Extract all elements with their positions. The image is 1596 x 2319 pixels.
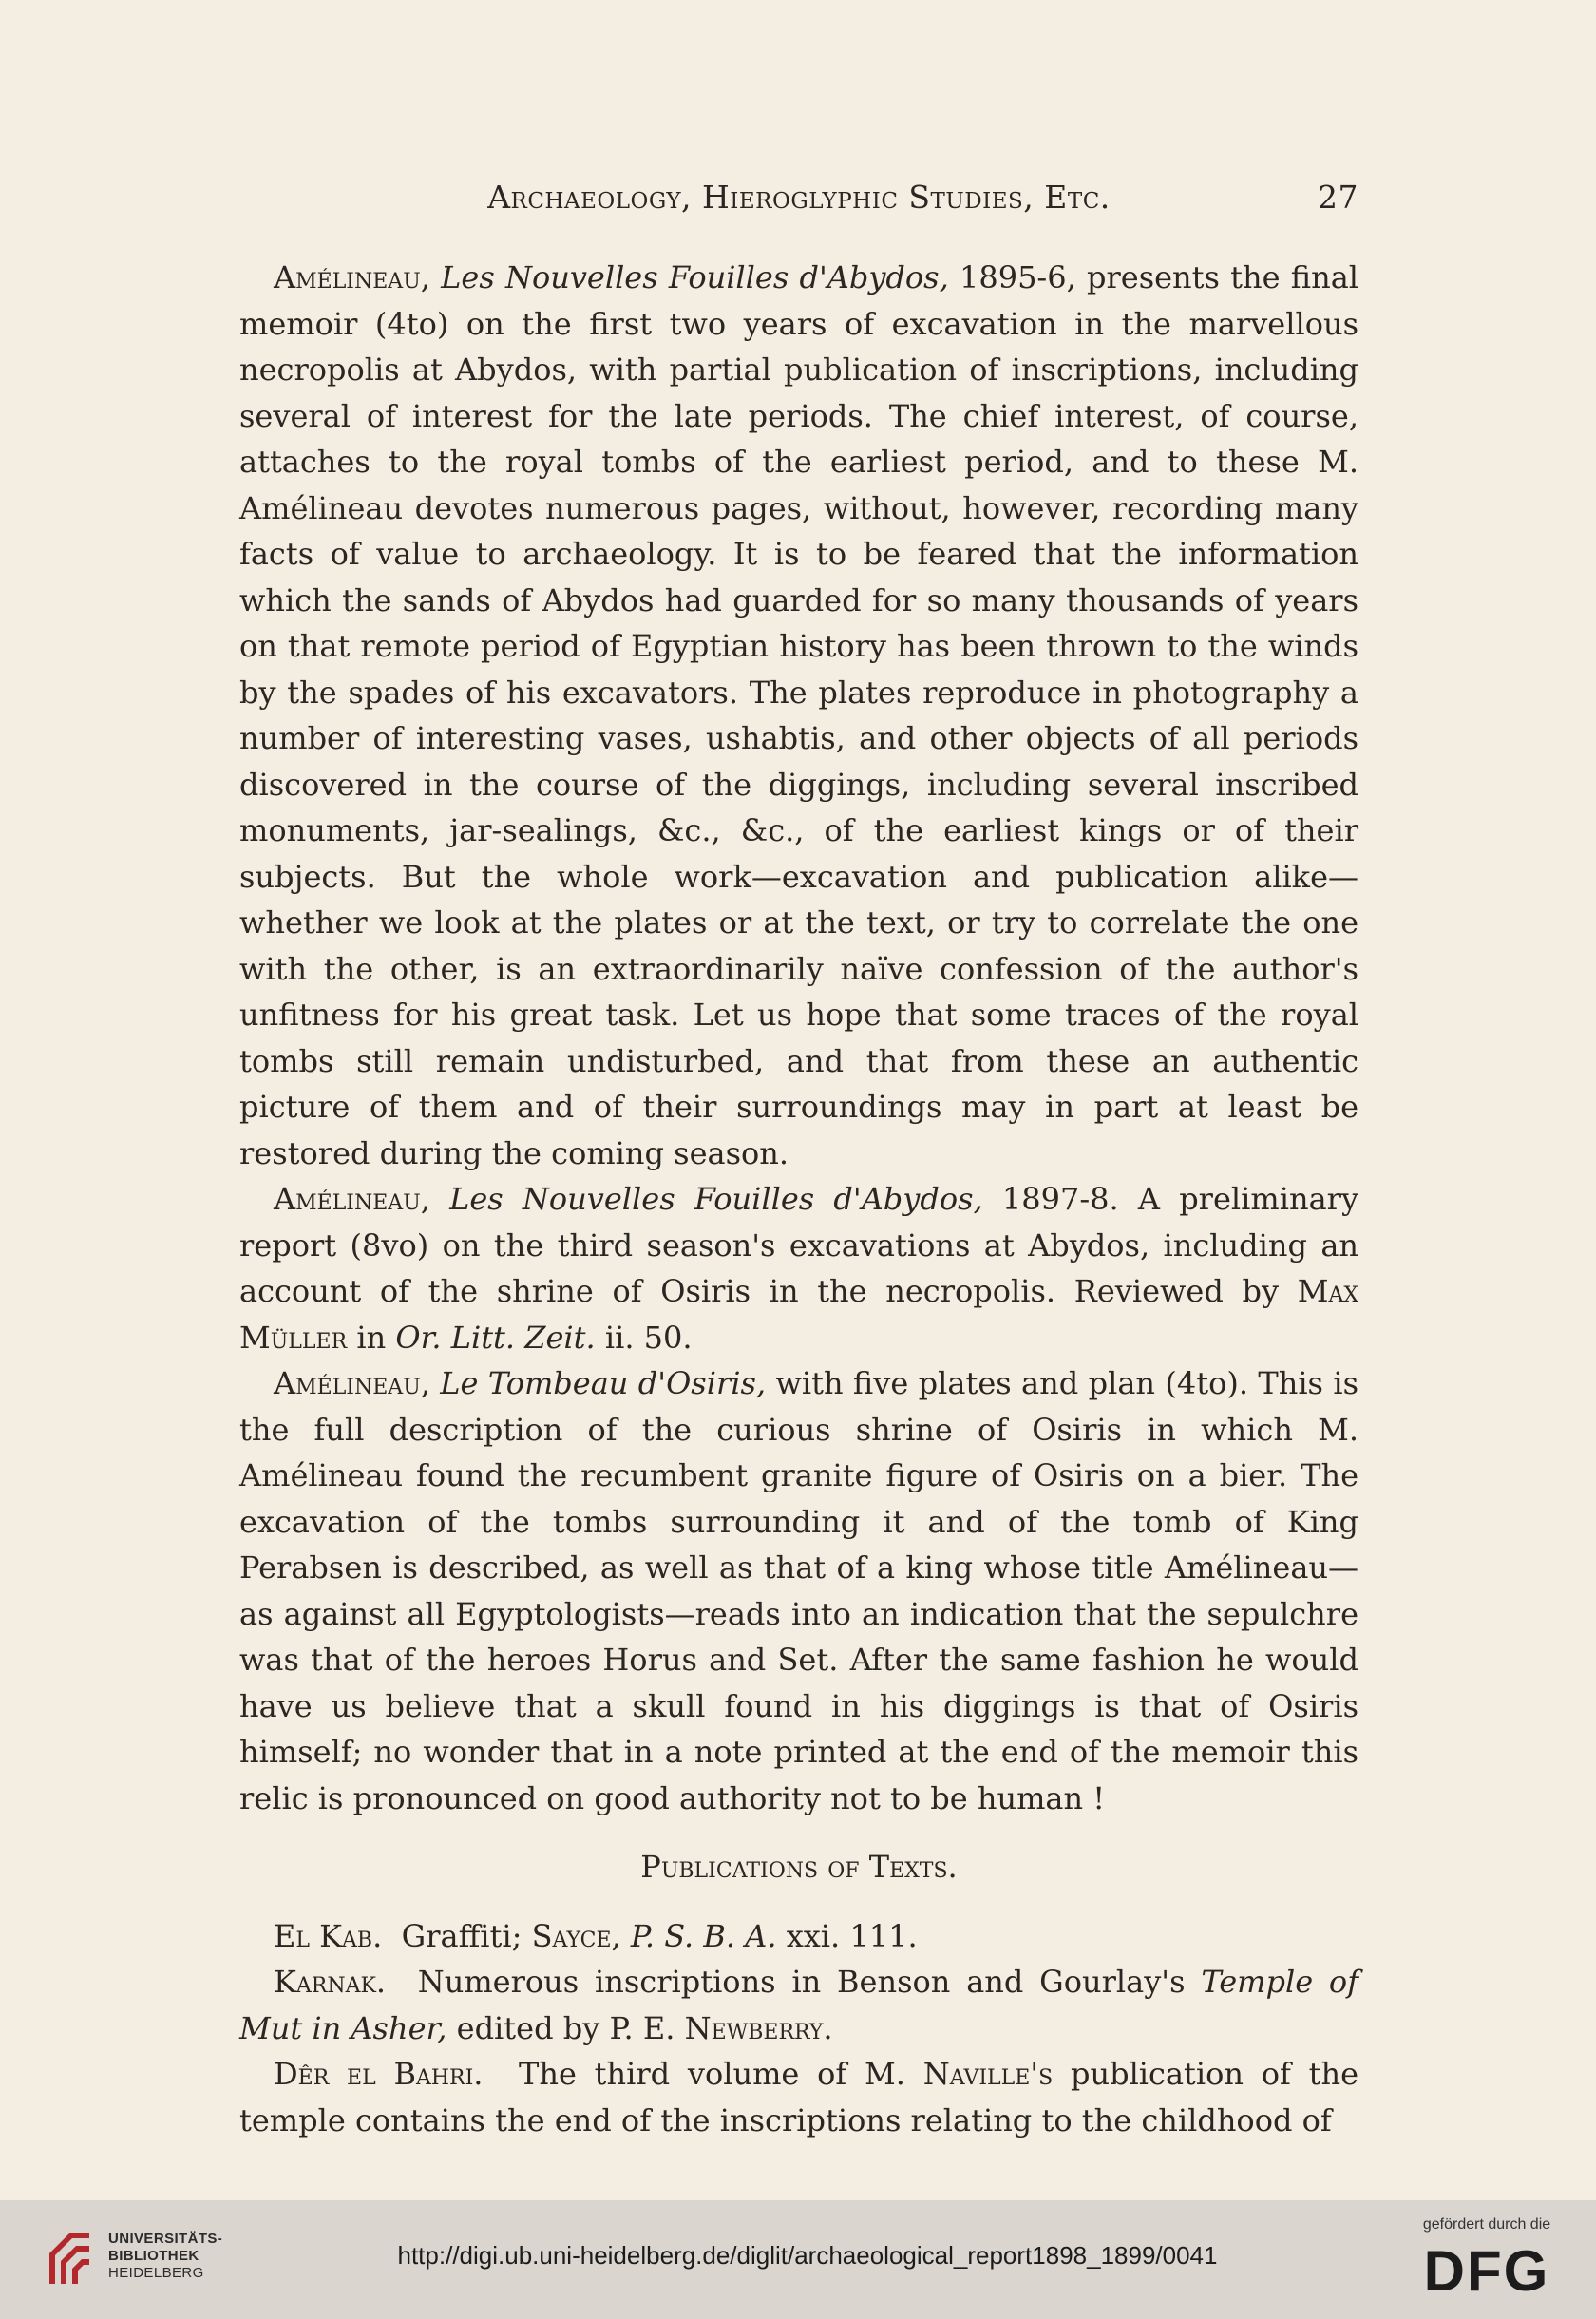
entry-text: xxi. 111.: [786, 1917, 918, 1954]
paragraph-tombeau-osiris: [239, 1360, 1358, 1821]
entry-text: publication of the temple contains the end of the inscriptions relating to the childhood of: [239, 2056, 1359, 2138]
entry-karnak: [239, 1959, 1358, 2051]
running-title: Archaeology, Hieroglyphic Studies, Etc.: [487, 179, 1111, 216]
author-name: Sayce,: [531, 1917, 621, 1954]
author-name: Naville's: [922, 2056, 1054, 2092]
entry-el-kab: [239, 1913, 1358, 1960]
paragraph-text: 1895-6, presents the final memoir (4to) on the first two years of excavation in the marvellous necropolis at Abydos, with partial publication of inscriptions, including several of interest for the late periods. The chief interest, of course, attaches to the royal tombs of the earliest period, and to these M. Amélineau devotes numerous pages, without, however, recording many facts of value to archaeology. It is to be feared that the information which the sands of Abydos had guarded for so many thousands of years on that remote period of Egyptian history has been thrown to the winds by the spades of his excavators. The plates reproduce in photography a number of interesting vases, ushabtis, and other objects of all periods discovered in the course of the diggings, including several inscribed monuments, jar-sealings, &c., &c., of the earliest kings or of their subjects. But the whole work—excavation and publication alike—whether we look at the plates or at the text, or try to correlate the one with the other, is an extraordinarily naïve confession of the author's unfitness for his great task. Let us hope that some traces of the royal tombs still remain undisturbed, and that from these an authentic picture of them and of their surroundings may in part at least be restored during the coming season.: [239, 259, 1359, 1171]
paragraph-amelineau-1895: [239, 255, 1358, 1176]
source-url-link[interactable]: http://digi.ub.uni-heidelberg.de/diglit/archaeological_report1898_1899/0041: [397, 2241, 1218, 2270]
author-name: Newberry.: [684, 2009, 833, 2046]
library-name: UNIVERSITÄTS- BIBLIOTHEK HEIDELBERG: [108, 2231, 223, 2281]
journal-ref: P. S. B. A.: [630, 1917, 777, 1954]
paragraph-text: with five plates and plan (4to). This is the full description of the curious shrine of Osiris in which M. Amélineau found the recumbent granite figure of Osiris on a bier. The excavation of the tombs surrounding it and of the tomb of King Perabsen is described, as well as that of a king whose title Amélineau—as against all Egyptologists—reads into an indication that the sepulchre was that of the heroes Horus and Set. After the same fashion he would have us believe that a skull found in his diggings is that of Osiris himself; no wonder that in a note printed at the end of the memoir this relic is pronounced on good authority not to be human !: [239, 1365, 1359, 1816]
paragraph-text: 1897-8. A preliminary report (8vo) on the third season's excavations at Abydos, including an account of the shrine of Osiris in the necropolis. Reviewed by: [239, 1181, 1359, 1309]
work-title: Le Tombeau d'Osiris,: [440, 1365, 767, 1401]
paragraph-text: ii. 50.: [604, 1319, 693, 1356]
body-text: [239, 255, 1358, 2143]
author-name: Amélineau,: [274, 1365, 430, 1401]
university-library-logo-icon: [42, 2225, 97, 2291]
running-header: [239, 179, 1358, 226]
place-name: Karnak.: [274, 1964, 387, 2000]
work-title: Les Nouvelles Fouilles d'Abydos,: [449, 1181, 983, 1217]
entry-text: Graffiti;: [401, 1917, 522, 1954]
place-name: El Kab.: [274, 1917, 383, 1954]
journal-ref: Or. Litt. Zeit.: [395, 1319, 596, 1356]
dfg-logo: DFG: [1423, 2239, 1550, 2303]
entry-text: The third volume of M.: [519, 2056, 905, 2092]
entry-der-el-bahri: [239, 2051, 1358, 2143]
author-name: Amélineau,: [274, 259, 430, 295]
reviewer-name: Max Müller: [239, 1273, 1359, 1356]
page-number: 27: [1318, 179, 1358, 216]
place-name: Dêr el Bahri.: [274, 2056, 484, 2092]
work-title: Temple of Mut in Asher,: [239, 1964, 1359, 2046]
author-name: Amélineau,: [274, 1181, 430, 1217]
work-title: Les Nouvelles Fouilles d'Abydos,: [441, 259, 949, 295]
sponsor-label: gefördert durch die: [1422, 2216, 1551, 2233]
section-heading: Publications of Texts.: [640, 1849, 958, 1885]
entry-text: edited by P. E.: [456, 2009, 675, 2046]
paragraph-text: in: [356, 1319, 387, 1356]
paragraph-amelineau-1897: [239, 1176, 1358, 1360]
entry-text: Numerous inscriptions in Benson and Gourlay's: [417, 1964, 1186, 2000]
